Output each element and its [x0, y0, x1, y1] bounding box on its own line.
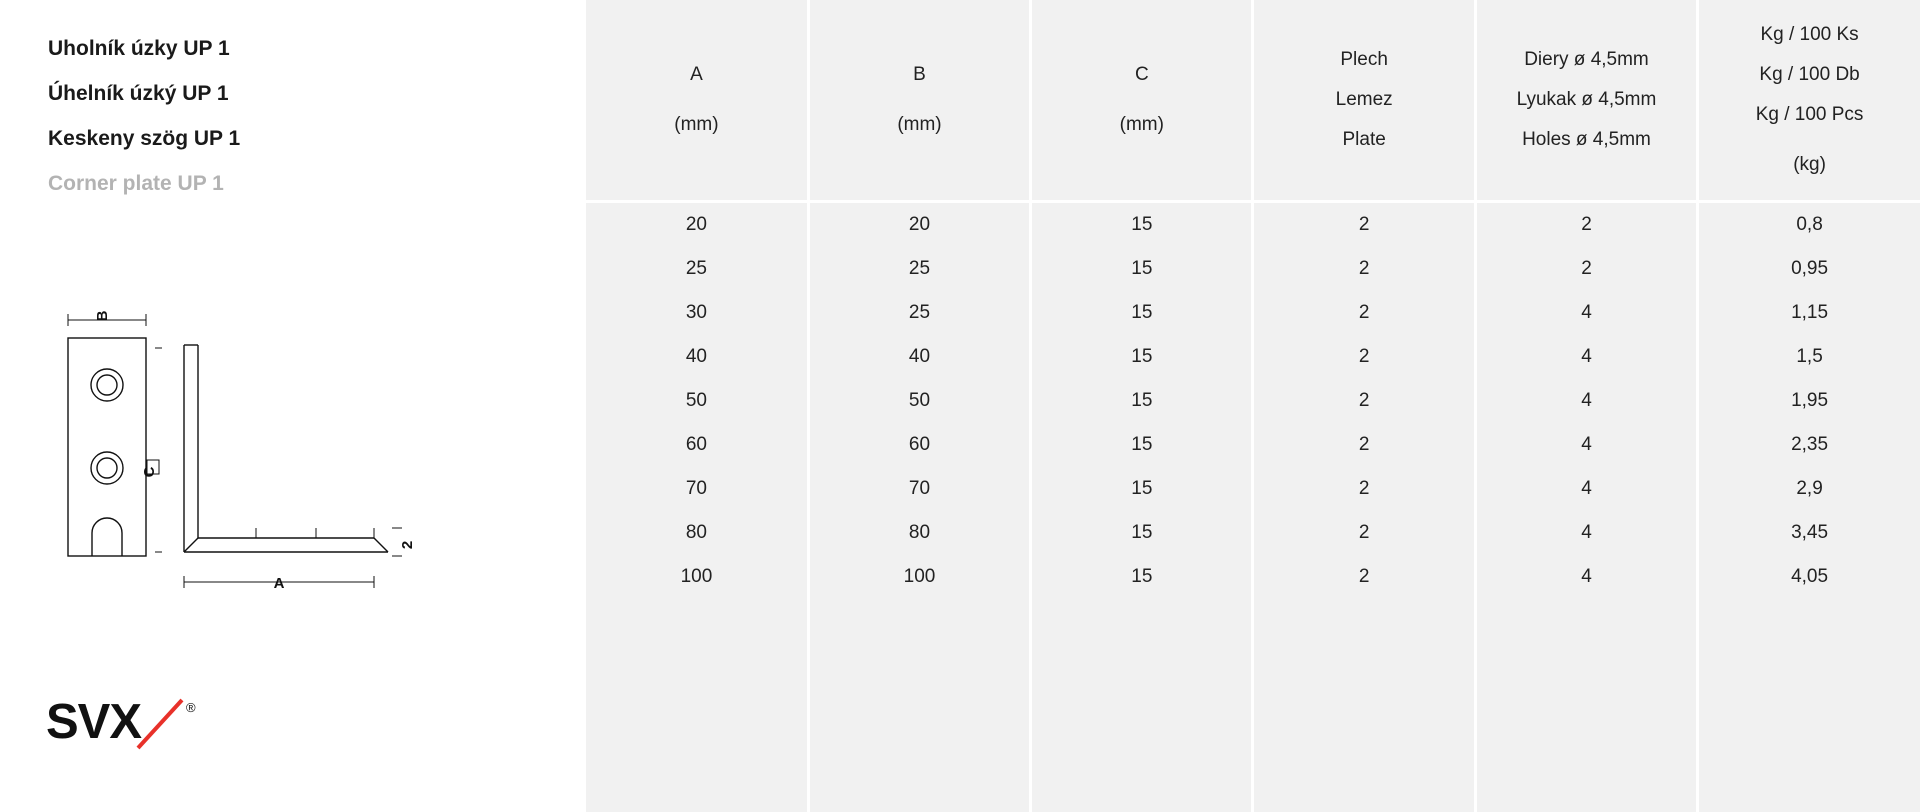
filler-cell: [1253, 599, 1475, 812]
cell-weight: 1,95: [1698, 379, 1920, 423]
cell-holes: 2: [1475, 247, 1697, 291]
table-row: [586, 247, 1920, 291]
cell-plate: 2: [1253, 467, 1475, 511]
col-header-weight-unit: (kg): [1793, 154, 1826, 175]
cell-holes: 4: [1475, 291, 1697, 335]
col-header-a-unit: (mm): [674, 114, 719, 135]
cell-holes: 4: [1475, 335, 1697, 379]
table-filler-row: [586, 599, 1920, 812]
product-title-hu: Keskeny szög UP 1: [48, 127, 241, 150]
product-title-en: Corner plate UP 1: [48, 172, 224, 195]
col-header-weight-line-1: Kg / 100 Ks: [1760, 24, 1859, 45]
cell-b: 50: [808, 379, 1030, 423]
cell-holes: 4: [1475, 555, 1697, 599]
table-row: [586, 467, 1920, 511]
col-header-weight: [1698, 0, 1920, 202]
cell-plate: 2: [1253, 379, 1475, 423]
col-header-plate-line-2: Lemez: [1335, 89, 1393, 110]
cell-a: 30: [586, 291, 808, 335]
drawing-label-thickness: 2: [399, 540, 416, 550]
filler-cell: [1031, 599, 1253, 812]
table-row: [586, 555, 1920, 599]
cell-a: 25: [586, 247, 808, 291]
cell-c: 15: [1031, 247, 1253, 291]
product-title-block: [48, 26, 240, 206]
cell-c: 15: [1031, 335, 1253, 379]
cell-b: 20: [808, 202, 1030, 248]
cell-b: 70: [808, 467, 1030, 511]
col-header-plate-line-1: Plech: [1340, 49, 1388, 70]
col-header-holes: [1475, 0, 1697, 202]
col-header-plate-line-3: Plate: [1342, 129, 1386, 150]
cell-c: 15: [1031, 511, 1253, 555]
cell-a: 50: [586, 379, 808, 423]
cell-weight: 1,15: [1698, 291, 1920, 335]
product-info-panel: [0, 0, 586, 812]
col-header-b-unit: (mm): [897, 114, 942, 135]
cell-plate: 2: [1253, 555, 1475, 599]
cell-weight: 0,8: [1698, 202, 1920, 248]
brand-logo: [46, 690, 236, 760]
logo-wordmark: SVX: [46, 695, 142, 749]
table-row: [586, 511, 1920, 555]
cell-c: 15: [1031, 555, 1253, 599]
filler-cell: [1698, 599, 1920, 812]
col-header-b-line-1: B: [913, 64, 926, 85]
cell-a: 80: [586, 511, 808, 555]
col-header-c-line-1: C: [1134, 64, 1149, 85]
corner-plate-diagram-svg: [50, 290, 490, 650]
spec-table-header-row: [586, 0, 1920, 202]
cell-holes: 2: [1475, 202, 1697, 248]
cell-c: 15: [1031, 202, 1253, 248]
cell-plate: 2: [1253, 335, 1475, 379]
cell-c: 15: [1031, 291, 1253, 335]
table-row: [586, 291, 1920, 335]
cell-c: 15: [1031, 379, 1253, 423]
col-header-holes-line-2: Lyukak ø 4,5mm: [1516, 89, 1657, 110]
cell-c: 15: [1031, 423, 1253, 467]
spec-table-body: [586, 202, 1920, 812]
cell-a: 60: [586, 423, 808, 467]
cell-plate: 2: [1253, 511, 1475, 555]
col-header-c-unit: (mm): [1119, 114, 1164, 135]
col-header-plate: [1253, 0, 1475, 202]
cell-a: 40: [586, 335, 808, 379]
spec-table: [586, 0, 1920, 812]
technical-drawing: [50, 290, 490, 650]
cell-weight: 4,05: [1698, 555, 1920, 599]
filler-cell: [1475, 599, 1697, 812]
product-title-cs: Úhelník úzký UP 1: [48, 82, 229, 105]
filler-cell: [586, 599, 808, 812]
cell-c: 15: [1031, 467, 1253, 511]
cell-a: 100: [586, 555, 808, 599]
cell-b: 25: [808, 291, 1030, 335]
col-header-weight-line-2: Kg / 100 Db: [1759, 64, 1860, 85]
logo-red-slash: [138, 700, 182, 748]
cell-a: 20: [586, 202, 808, 248]
cell-weight: 1,5: [1698, 335, 1920, 379]
col-header-c: [1031, 0, 1253, 202]
col-header-b: [808, 0, 1030, 202]
drawing-label-b: B: [94, 310, 111, 322]
product-title-sk: Uholník úzky UP 1: [48, 37, 230, 60]
table-row: [586, 335, 1920, 379]
spec-table-container: [586, 0, 1920, 812]
cell-weight: 2,9: [1698, 467, 1920, 511]
table-row: [586, 423, 1920, 467]
table-row: [586, 379, 1920, 423]
col-header-a: [586, 0, 808, 202]
cell-a: 70: [586, 467, 808, 511]
col-header-holes-line-3: Holes ø 4,5mm: [1522, 129, 1651, 150]
col-header-a-line-1: A: [690, 64, 703, 85]
cell-b: 60: [808, 423, 1030, 467]
drawing-label-c: C: [141, 466, 158, 478]
filler-cell: [808, 599, 1030, 812]
cell-b: 25: [808, 247, 1030, 291]
table-row: [586, 202, 1920, 248]
drawing-label-a: A: [273, 575, 285, 592]
col-header-weight-line-3: Kg / 100 Pcs: [1755, 104, 1864, 125]
cell-plate: 2: [1253, 202, 1475, 248]
spec-table-head: [586, 0, 1920, 202]
cell-b: 80: [808, 511, 1030, 555]
cell-plate: 2: [1253, 291, 1475, 335]
cell-weight: 3,45: [1698, 511, 1920, 555]
cell-holes: 4: [1475, 511, 1697, 555]
cell-holes: 4: [1475, 423, 1697, 467]
cell-holes: 4: [1475, 467, 1697, 511]
logo-registered-mark: ®: [186, 700, 196, 715]
cell-weight: 2,35: [1698, 423, 1920, 467]
cell-weight: 0,95: [1698, 247, 1920, 291]
cell-b: 40: [808, 335, 1030, 379]
cell-holes: 4: [1475, 379, 1697, 423]
cell-plate: 2: [1253, 423, 1475, 467]
cell-plate: 2: [1253, 247, 1475, 291]
svx-logo-svg: [46, 690, 236, 760]
cell-b: 100: [808, 555, 1030, 599]
col-header-holes-line-1: Diery ø 4,5mm: [1524, 49, 1649, 70]
